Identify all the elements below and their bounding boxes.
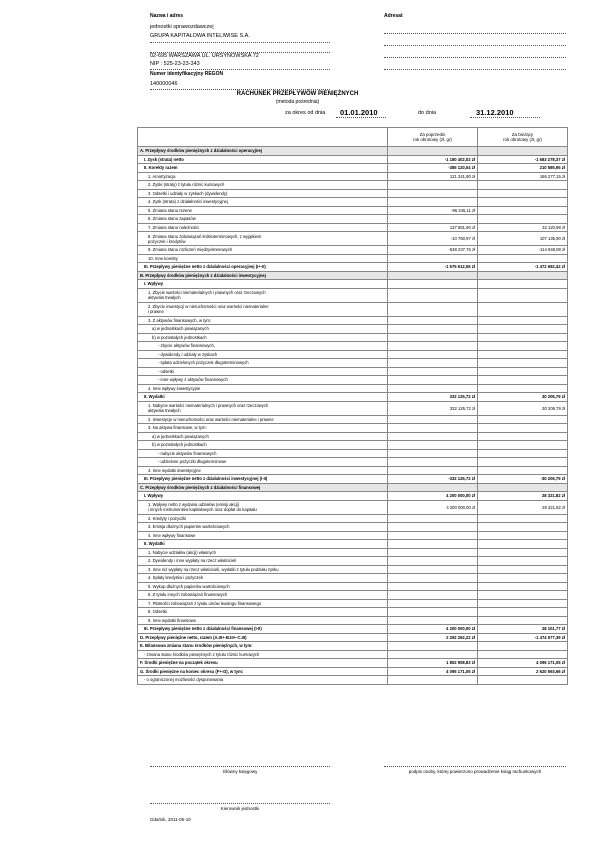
row-label: B. Przepływy środków pieniężnych z działalności inwestycyjnej xyxy=(138,271,388,280)
row-curr-value xyxy=(478,198,568,207)
row-prev-value: 1 802 908,83 zł xyxy=(388,659,478,668)
table-row xyxy=(138,325,568,334)
row-label: b) w pozostałych jednostkach xyxy=(138,333,388,342)
row-label: 1. Nabycie wartości niematerialnych i prawnych oraz rzeczowych aktywów trwałych xyxy=(138,401,388,415)
row-label: 1. Nabycie udziałów (akcji) własnych xyxy=(138,548,388,557)
row-prev-value xyxy=(388,198,478,207)
row-prev-value xyxy=(388,458,478,467)
row-label: 3. Inne niż wypłaty na rzecz właścicieli, wydatki z tytułu podziału zysku xyxy=(138,565,388,574)
dotted-line xyxy=(384,45,566,46)
table-row xyxy=(138,424,568,433)
row-prev-value xyxy=(388,302,478,316)
row-prev-value xyxy=(388,384,478,393)
row-prev-value: -538 237,76 zł xyxy=(388,246,478,255)
row-curr-value: 186 277,15 zł xyxy=(478,172,568,181)
row-label: - zbycie aktywów finansowych, xyxy=(138,342,388,351)
row-label: 8. Zmiana stanu zobowiązań krótkoterminowych, z wyjątkiem pożyczek i kredytów xyxy=(138,232,388,246)
row-label: III. Przepływy pieniężne netto z działalności operacyjnej (I+-II) xyxy=(138,263,388,272)
row-curr-value xyxy=(478,514,568,523)
row-label: 5. Wykup dłużnych papierów wartościowych xyxy=(138,582,388,591)
table-row xyxy=(138,246,568,255)
table-row xyxy=(138,441,568,450)
row-prev-value xyxy=(388,591,478,600)
row-curr-value xyxy=(478,531,568,540)
row-curr-value: 107 135,90 zł xyxy=(478,232,568,246)
table-row xyxy=(138,147,568,156)
table-row xyxy=(138,223,568,232)
row-curr-value xyxy=(478,616,568,625)
row-prev-value xyxy=(388,441,478,450)
table-row xyxy=(138,280,568,289)
row-curr-value xyxy=(478,642,568,651)
row-curr-value: -114 948,08 zł xyxy=(478,246,568,255)
row-prev-value xyxy=(388,582,478,591)
row-label: 9. Inne wydatki finansowe xyxy=(138,616,388,625)
row-label: a) w jednostkach powiązanych xyxy=(138,325,388,334)
row-label: 6. Z tytułu innych zobowiązań finansowych xyxy=(138,591,388,600)
row-curr-value xyxy=(478,557,568,566)
row-curr-value: -30 206,79 zł xyxy=(478,475,568,484)
table-row xyxy=(138,574,568,583)
dotted-line xyxy=(336,117,386,118)
table-row xyxy=(138,650,568,659)
row-label: 9. Zmiana stanu rozliczeń międzyokresowych xyxy=(138,246,388,255)
table-row xyxy=(138,302,568,316)
table-row xyxy=(138,458,568,467)
row-curr-value: 4 095 171,05 zł xyxy=(478,659,568,668)
row-curr-value xyxy=(478,415,568,424)
row-label: 4. Inne wpływy inwestycyjne xyxy=(138,384,388,393)
row-curr-value xyxy=(478,676,568,685)
table-row xyxy=(138,540,568,549)
row-label: F. Środki pieniężne na początek okresu xyxy=(138,659,388,668)
table-row xyxy=(138,582,568,591)
table-row xyxy=(138,548,568,557)
table-row xyxy=(138,616,568,625)
row-label: 2. Kredyty i pożyczki xyxy=(138,514,388,523)
row-prev-value xyxy=(388,557,478,566)
row-curr-value xyxy=(478,523,568,532)
row-label: 7. Zmiana stanu należności xyxy=(138,223,388,232)
row-curr-value xyxy=(478,359,568,368)
row-label: - odsetki xyxy=(138,367,388,376)
row-curr-value xyxy=(478,316,568,325)
row-curr-value xyxy=(478,325,568,334)
table-row xyxy=(138,254,568,263)
table-row xyxy=(138,350,568,359)
row-prev-value xyxy=(388,367,478,376)
regon-label: Numer identyfikacyjny REGON xyxy=(150,71,224,77)
table-row xyxy=(138,432,568,441)
row-label: II. Korekty razem xyxy=(138,164,388,173)
table-row xyxy=(138,232,568,246)
row-curr-value xyxy=(478,574,568,583)
table-row xyxy=(138,523,568,532)
row-prev-value: -385 120,04 zł xyxy=(388,164,478,173)
table-row xyxy=(138,181,568,190)
row-curr-value xyxy=(478,458,568,467)
row-label: G. Środki pieniężne na koniec okresu (F+-D), w tym: xyxy=(138,667,388,676)
table-row xyxy=(138,198,568,207)
table-row xyxy=(138,415,568,424)
row-prev-value: -1 180 402,02 zł xyxy=(388,155,478,164)
row-curr-value xyxy=(478,582,568,591)
addressee-label: Adresat xyxy=(384,13,403,19)
row-curr-value xyxy=(478,376,568,385)
row-label: II. Wydatki xyxy=(138,540,388,549)
row-label: I. Zysk (strata) netto xyxy=(138,155,388,164)
row-prev-value xyxy=(388,316,478,325)
dotted-line xyxy=(384,766,566,767)
cash-flow-table xyxy=(137,127,568,685)
entity-address: 02-695 WARSZAWA UL. URSYNOWSKA 72 xyxy=(150,53,259,59)
table-row xyxy=(138,514,568,523)
row-prev-value xyxy=(388,449,478,458)
row-label: 10. Inne korekty xyxy=(138,254,388,263)
row-label: 2. Zbycie inwestycji w nieruchomości oraz wartości niematerialne i prawne xyxy=(138,302,388,316)
row-prev-value: 4 200 000,00 zł xyxy=(388,625,478,634)
row-curr-value xyxy=(478,650,568,659)
row-curr-value xyxy=(478,466,568,475)
period-from-label: za okres od dnia xyxy=(285,110,326,116)
row-label: - o ograniczonej możliwości dysponowania xyxy=(138,676,388,685)
row-prev-value xyxy=(388,415,478,424)
table-row xyxy=(138,591,568,600)
table-row xyxy=(138,565,568,574)
table-row xyxy=(138,492,568,501)
row-curr-value xyxy=(478,215,568,224)
row-curr-value xyxy=(478,147,568,156)
row-label: I. Wpływy xyxy=(138,280,388,289)
row-prev-value xyxy=(388,650,478,659)
row-label: 3. Na aktywa finansowe, w tym: xyxy=(138,424,388,433)
dotted-line xyxy=(150,766,330,767)
row-prev-value xyxy=(388,342,478,351)
row-curr-value: 28 101,77 zł xyxy=(478,625,568,634)
row-label: 2. Dywidendy i inne wypłaty na rzecz właścicieli xyxy=(138,557,388,566)
row-curr-value xyxy=(478,384,568,393)
table-row xyxy=(138,206,568,215)
header-curr-year: Za bieżący rok obrotowy (zł, gr) xyxy=(478,128,568,147)
dotted-line xyxy=(150,89,330,90)
row-prev-value: 121 341,90 zł xyxy=(388,172,478,181)
row-curr-value xyxy=(478,206,568,215)
row-prev-value xyxy=(388,523,478,532)
table-row xyxy=(138,475,568,484)
row-curr-value xyxy=(478,424,568,433)
row-prev-value: 4 200 000,00 zł xyxy=(388,500,478,514)
dotted-line xyxy=(384,69,566,70)
row-label: - inne wpływy z aktywów finansowych xyxy=(138,376,388,385)
table-row xyxy=(138,667,568,676)
table-row xyxy=(138,625,568,634)
table-row xyxy=(138,164,568,173)
row-label: - udzielone pożyczki długoterminowe xyxy=(138,458,388,467)
row-label: 3. Odsetki i udziały w zyskach (dywidendy) xyxy=(138,189,388,198)
table-row xyxy=(138,659,568,668)
row-curr-value xyxy=(478,599,568,608)
dotted-line xyxy=(150,42,330,43)
row-prev-value xyxy=(388,181,478,190)
row-label: D. Przepływy pieniężne netto, razem (A.III+-B.III+-C.III) xyxy=(138,633,388,642)
table-row xyxy=(138,376,568,385)
row-prev-value: -1 575 612,06 zł xyxy=(388,263,478,272)
row-prev-value xyxy=(388,280,478,289)
dotted-line xyxy=(384,33,566,34)
row-label: 2. Inwestycje w nieruchomości oraz wartości niematerialne i prawne xyxy=(138,415,388,424)
table-row xyxy=(138,384,568,393)
row-label: - nabycie aktywów finansowych xyxy=(138,449,388,458)
row-label: III. Przepływy pieniężne netto z działalności finansowej (I-II) xyxy=(138,625,388,634)
row-prev-value xyxy=(388,608,478,617)
row-prev-value: -95 345,11 zł xyxy=(388,206,478,215)
entity-name: GRUPA KAPITAŁOWA INTELIWISE S.A. xyxy=(150,33,250,39)
row-prev-value xyxy=(388,483,478,492)
dotted-line xyxy=(384,57,566,58)
table-row xyxy=(138,599,568,608)
row-label: 8. Odsetki xyxy=(138,608,388,617)
row-prev-value xyxy=(388,359,478,368)
row-label: - zmiana stanu środków pieniężnych z tytułu różnic kursowych xyxy=(138,650,388,659)
entity-label: jednostki sprawozdawczej xyxy=(150,24,214,30)
row-curr-value: -1 472 692,42 zł xyxy=(478,263,568,272)
table-row xyxy=(138,401,568,415)
row-prev-value xyxy=(388,271,478,280)
row-prev-value: 332 125,72 zł xyxy=(388,393,478,402)
row-prev-value xyxy=(388,189,478,198)
row-label: 4. Inne wydatki inwestycyjne xyxy=(138,466,388,475)
regon-value: 140000046 xyxy=(150,81,178,87)
row-curr-value: 2 620 593,66 zł xyxy=(478,667,568,676)
table-row xyxy=(138,333,568,342)
row-label: 3. Emisja dłużnych papierów wartościowych xyxy=(138,523,388,532)
row-prev-value xyxy=(388,574,478,583)
row-prev-value: 332 125,72 zł xyxy=(388,401,478,415)
row-prev-value xyxy=(388,147,478,156)
table-row xyxy=(138,288,568,302)
row-prev-value xyxy=(388,616,478,625)
row-label: E. Bilansowa zmiana stanu środków pieniężnych, w tym: xyxy=(138,642,388,651)
row-curr-value xyxy=(478,189,568,198)
report-title: RACHUNEK PRZEPŁYWÓW PIENIĘŻNYCH xyxy=(236,91,359,97)
row-label: 5. Zmiana stanu rezerw xyxy=(138,206,388,215)
row-curr-value: 28 321,82 zł xyxy=(478,500,568,514)
row-label: III. Przepływy pieniężne netto z działalności inwestycyjnej (I-II) xyxy=(138,475,388,484)
row-prev-value: -10 760,97 zł xyxy=(388,232,478,246)
row-curr-value xyxy=(478,432,568,441)
row-prev-value: -332 125,72 zł xyxy=(388,475,478,484)
row-label: 7. Płatności zobowiązań z tytułu umów leasingu finansowego xyxy=(138,599,388,608)
table-row xyxy=(138,215,568,224)
row-prev-value xyxy=(388,599,478,608)
row-curr-value xyxy=(478,181,568,190)
table-row xyxy=(138,449,568,458)
table-row xyxy=(138,359,568,368)
row-label: 4. Zysk (strata) z działalności inwestycyjnej xyxy=(138,198,388,207)
row-label: C. Przepływy środków pieniężnych z działalności finansowej xyxy=(138,483,388,492)
table-row xyxy=(138,676,568,685)
row-label: I. Wpływy xyxy=(138,492,388,501)
entity-nip: NIP : 525-23-23-343 xyxy=(150,61,200,67)
row-prev-value xyxy=(388,288,478,302)
table-row xyxy=(138,271,568,280)
row-curr-value xyxy=(478,288,568,302)
header-prev-year: Za poprzedni rok obrotowy (zł, gr) xyxy=(388,128,478,147)
row-prev-value xyxy=(388,254,478,263)
table-row xyxy=(138,466,568,475)
table-row xyxy=(138,367,568,376)
header-blank-cell xyxy=(138,128,388,147)
row-curr-value: 32 120,98 zł xyxy=(478,223,568,232)
table-row xyxy=(138,189,568,198)
row-curr-value xyxy=(478,271,568,280)
row-curr-value xyxy=(478,483,568,492)
row-curr-value xyxy=(478,333,568,342)
dotted-line xyxy=(470,117,540,118)
table-row xyxy=(138,172,568,181)
row-curr-value xyxy=(478,441,568,450)
row-prev-value: 4 095 171,05 zł xyxy=(388,667,478,676)
row-label: - spłata udzielonych pożyczek długoterminowych xyxy=(138,359,388,368)
row-prev-value xyxy=(388,565,478,574)
row-label: 1. Wpływy netto z wydania udziałów (emisji akcji) i innych instrumentów kapitałowych oraz dopłat do kapitału xyxy=(138,500,388,514)
chief-accountant-label: Główny księgowy xyxy=(222,769,258,774)
period-from-date: 01.01.2010 xyxy=(340,108,378,117)
row-prev-value: 137 881,90 zł xyxy=(388,223,478,232)
row-label: 1. Amortyzacja xyxy=(138,172,388,181)
row-curr-value: 210 585,95 zł xyxy=(478,164,568,173)
row-prev-value xyxy=(388,676,478,685)
report-method: (metoda pośrednia) xyxy=(275,99,320,105)
row-prev-value xyxy=(388,376,478,385)
table-row xyxy=(138,263,568,272)
row-curr-value xyxy=(478,540,568,549)
row-label: 4. Inne wpływy finansowe xyxy=(138,531,388,540)
row-curr-value xyxy=(478,342,568,351)
name-label: Nazwa i adres xyxy=(150,13,184,19)
row-prev-value xyxy=(388,642,478,651)
row-label: 6. Zmiana stanu zapasów xyxy=(138,215,388,224)
table-row xyxy=(138,155,568,164)
table-row xyxy=(138,642,568,651)
place-date: Gdańsk, 2011-05-10 xyxy=(150,817,191,822)
row-prev-value xyxy=(388,531,478,540)
table-row xyxy=(138,633,568,642)
row-prev-value xyxy=(388,466,478,475)
row-prev-value xyxy=(388,350,478,359)
table-row xyxy=(138,500,568,514)
row-curr-value: -1 474 577,39 zł xyxy=(478,633,568,642)
row-prev-value: 4 200 000,00 zł xyxy=(388,492,478,501)
row-label: A. Przepływy środków pieniężnych z działalności operacyjnej xyxy=(138,147,388,156)
row-curr-value xyxy=(478,254,568,263)
row-label: 3. Z aktywów finansowych, w tym: xyxy=(138,316,388,325)
row-prev-value xyxy=(388,514,478,523)
row-curr-value xyxy=(478,449,568,458)
table-row xyxy=(138,608,568,617)
row-curr-value xyxy=(478,302,568,316)
row-label: 2. Zyski (straty) z tytułu różnic kursowych xyxy=(138,181,388,190)
table-row xyxy=(138,557,568,566)
row-prev-value xyxy=(388,424,478,433)
row-curr-value: 28 321,82 zł xyxy=(478,492,568,501)
row-curr-value xyxy=(478,367,568,376)
dotted-line xyxy=(150,803,330,804)
row-curr-value xyxy=(478,591,568,600)
period-to-date: 31.12.2010 xyxy=(476,108,514,117)
table-row xyxy=(138,316,568,325)
row-prev-value xyxy=(388,540,478,549)
row-curr-value xyxy=(478,608,568,617)
row-label: 4. Spłaty kredytów i pożyczek xyxy=(138,574,388,583)
row-prev-value xyxy=(388,333,478,342)
row-label: b) w pozostałych jednostkach xyxy=(138,441,388,450)
table-header-row xyxy=(138,128,568,147)
row-prev-value xyxy=(388,325,478,334)
table-row xyxy=(138,342,568,351)
head-of-unit-label: Kierownik jednostki xyxy=(220,806,260,811)
table-row xyxy=(138,531,568,540)
bookkeeper-label: podpis osoby, której powierzono prowadzenie ksiąg rachunkowych xyxy=(408,769,542,774)
row-label: - dywidendy i udziały w zyskach xyxy=(138,350,388,359)
row-label: a) w jednostkach powiązanych xyxy=(138,432,388,441)
row-label: II. Wydatki xyxy=(138,393,388,402)
period-to-label: do dnia xyxy=(418,110,437,116)
row-curr-value: 30 206,79 zł xyxy=(478,401,568,415)
table-row xyxy=(138,393,568,402)
row-curr-value xyxy=(478,565,568,574)
row-prev-value xyxy=(388,548,478,557)
row-curr-value xyxy=(478,548,568,557)
row-curr-value xyxy=(478,350,568,359)
row-curr-value xyxy=(478,280,568,289)
table-row xyxy=(138,483,568,492)
row-prev-value xyxy=(388,432,478,441)
row-curr-value: -1 683 278,37 zł xyxy=(478,155,568,164)
row-curr-value: 30 206,79 zł xyxy=(478,393,568,402)
row-label: 1. Zbycie wartości niematerialnych i prawnych oraz rzeczowych aktywów trwałych xyxy=(138,288,388,302)
row-prev-value: 2 292 262,22 zł xyxy=(388,633,478,642)
row-prev-value xyxy=(388,215,478,224)
dotted-line xyxy=(150,69,330,70)
